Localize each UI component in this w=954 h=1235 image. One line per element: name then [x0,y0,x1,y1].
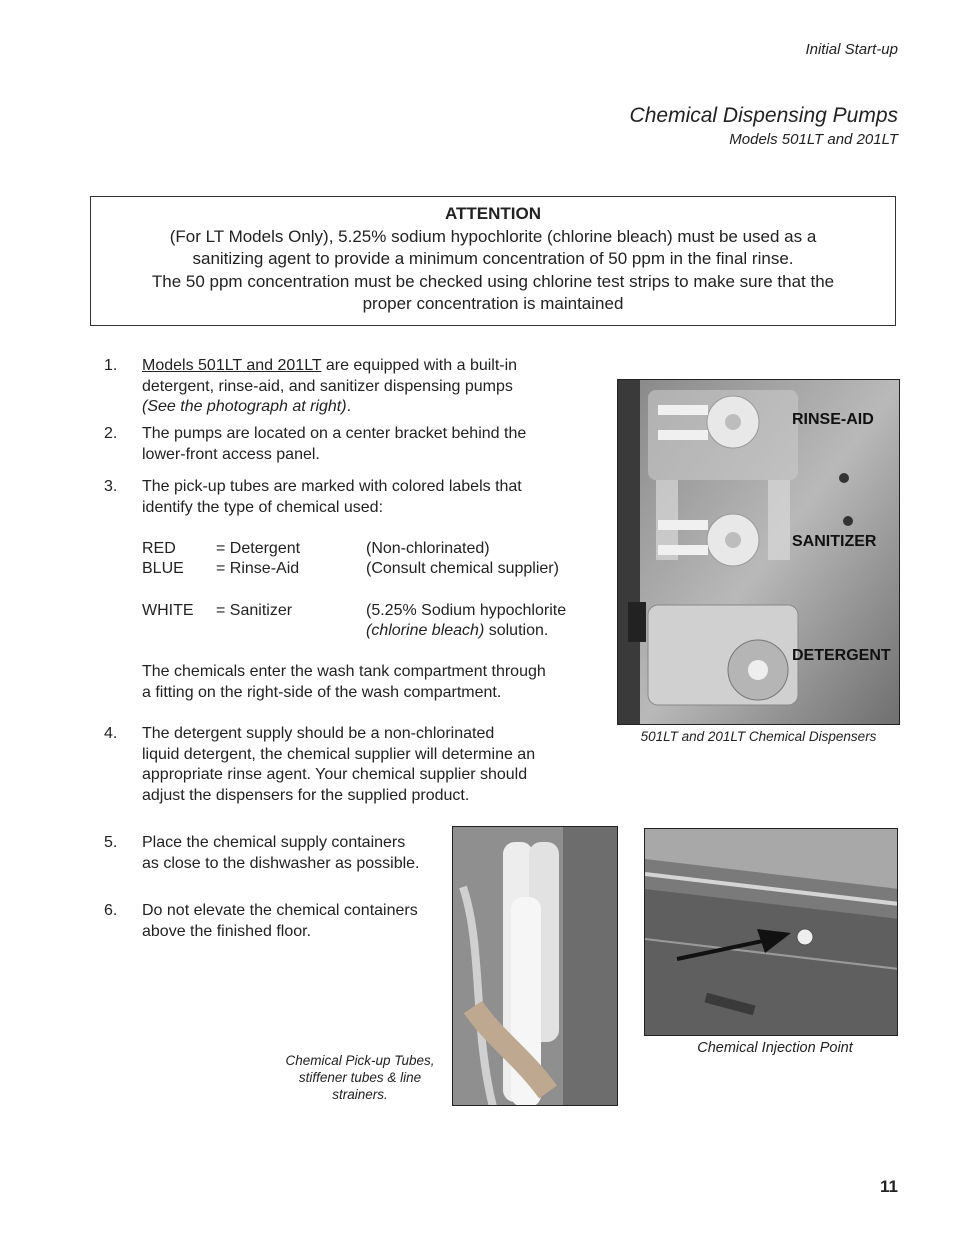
step-text: . [346,398,352,415]
pickup-tubes-caption [276,1052,444,1103]
step-text: liquid detergent, the chemical supplier will determine an [142,745,536,763]
attention-line: (For LT Models Only), 5.25% sodium hypochlorite (chlorine bleach) must be used as a [169,226,817,246]
dispensers-illustration [618,380,900,725]
chemical-type: = Rinse-Aid [216,560,300,577]
caption-line: stiffener tubes & line [298,1070,422,1085]
injection-point-illustration [645,829,898,1036]
step-text: appropriate rinse agent. Your chemical supplier should [142,766,528,783]
step-text: Do not elevate the chemical containers [142,902,418,919]
section-title: Chemical Dispensing Pumps [629,104,898,127]
dispensers-caption: 501LT and 201LT Chemical Dispensers [640,729,877,744]
chemical-note-cont [366,621,548,642]
step-text: lower-front access panel. [142,445,320,463]
step-number: 6. [104,902,118,919]
step-text: identify the type of chemical used: [142,498,384,516]
chemical-note: (Non-chlorinated) [366,540,490,557]
caption-line: strainers. [332,1087,388,1102]
solution-text: solution. [484,622,549,639]
step-text: The pumps are located on a center bracket behind the [142,425,527,442]
label-detergent: DETERGENT [792,647,891,664]
color-label: RED [142,540,176,557]
step-text: above the finished floor. [142,922,312,940]
dispensers-photo [617,379,900,725]
step-number: 5. [104,834,118,851]
step-text: detergent, rinse-aid, and sanitizer dispensing pumps [142,377,513,395]
step-text: are equipped with a built-in [321,357,518,374]
step-text: a fitting on the right-side of the wash compartment. [142,683,502,701]
running-head: Initial Start-up [805,41,898,58]
step-text: as close to the dishwasher as possible. [142,854,420,872]
step-text: adjust the dispensers for the supplied product. [142,786,470,804]
attention-heading: ATTENTION [444,204,541,223]
chemical-note: (Consult chemical supplier) [366,560,559,577]
step-text: The chemicals enter the wash tank compartment through [142,663,546,680]
color-label: WHITE [142,602,194,619]
pickup-tubes-photo [452,826,618,1106]
models-link-text: Models 501LT and 201LT [142,357,322,374]
attention-line: The 50 ppm concentration must be checked using chlorine test strips to make sure that the [151,271,835,291]
step-text: The pick-up tubes are marked with colored labels that [142,478,522,495]
chlorine-bleach-text: (chlorine bleach) [366,622,485,639]
label-sanitizer: SANITIZER [792,533,877,550]
injection-point-photo [644,828,898,1036]
step-number: 4. [104,725,118,742]
photo-reference: (See the photograph at right) [142,398,347,415]
step-number: 2. [104,425,118,442]
chemical-type: = Detergent [216,540,301,557]
injection-point-caption: Chemical Injection Point [697,1040,853,1056]
chemical-type: = Sanitizer [216,602,293,619]
step-text: Place the chemical supply containers [142,834,406,851]
attention-line: sanitizing agent to provide a minimum concentration of 50 ppm in the final rinse. [192,249,794,268]
page-number: 11 [880,1177,898,1196]
step-text: The detergent supply should be a non-chlorinated [142,725,495,742]
caption-line: Chemical Pick-up Tubes, [285,1053,435,1068]
label-rinse-aid: RINSE-AID [792,411,874,428]
attention-box [90,196,896,326]
step-number: 3. [104,478,118,495]
section-subtitle: Models 501LT and 201LT [729,131,898,148]
color-label: BLUE [142,560,184,577]
pickup-tubes-illustration [453,827,618,1106]
chemical-note: (5.25% Sodium hypochlorite [366,602,567,619]
attention-line: proper concentration is maintained [362,294,624,313]
step-number: 1. [104,357,118,374]
